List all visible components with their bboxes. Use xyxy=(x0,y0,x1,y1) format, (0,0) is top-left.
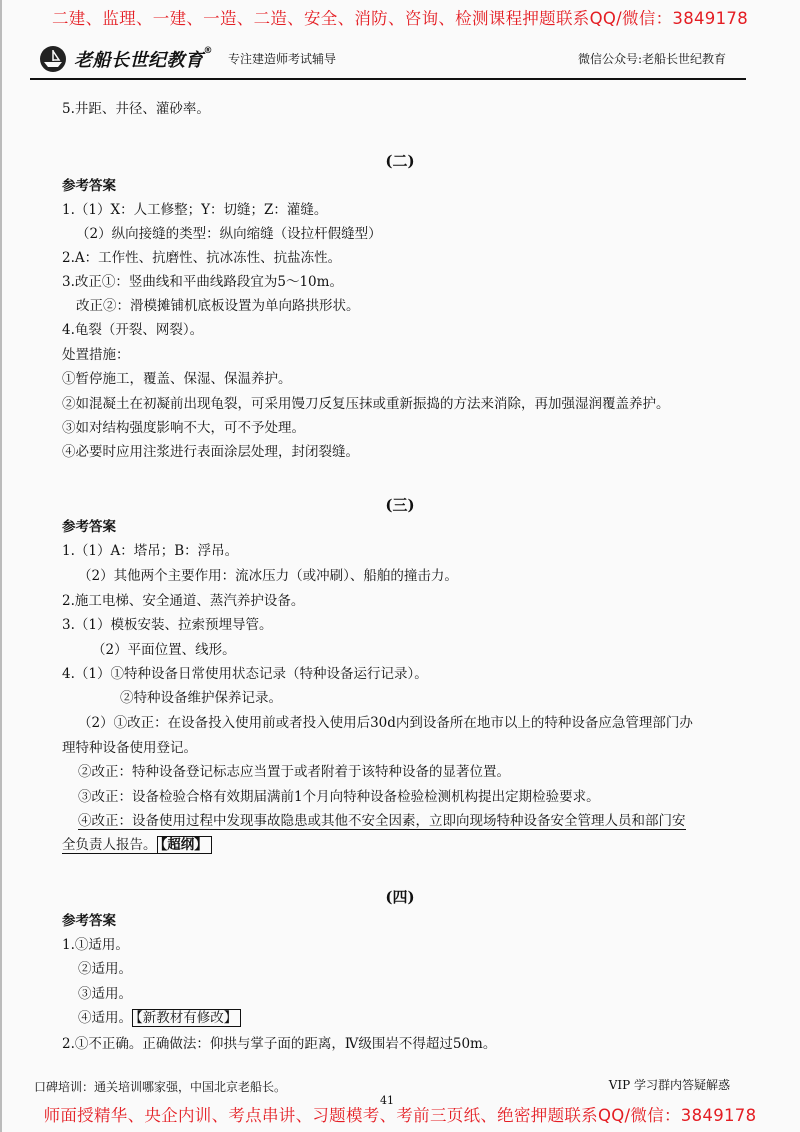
answer-line: 2.①不正确。正确做法：仰拱与掌子面的距离，Ⅳ级围岩不得超过50m。 xyxy=(62,1036,497,1052)
answer-line: 理特种设备使用登记。 xyxy=(62,740,197,756)
brand-name: 老船长世纪教育® xyxy=(74,46,213,71)
answer-line: ④改正：设备使用过程中发现事故隐患或其他不安全因素，立即向现场特种设备安全管理人员和部门安 xyxy=(78,813,686,829)
answer-line: （2）①改正：在设备投入使用前或者投入使用后30d内到设备所在地市以上的特种设备应急管理部门办 xyxy=(78,715,693,731)
tagline: 专注建造师考试辅导 xyxy=(228,52,337,66)
answer-line: 3.改正①：竖曲线和平曲线路段宜为5～10m。 xyxy=(62,274,343,290)
footer-slogan: 口碑培训：通关培训哪家强，中国北京老船长。 xyxy=(34,1080,287,1094)
answer-line: ①暂停施工，覆盖、保湿、保温养护。 xyxy=(62,371,292,387)
answer-line: 2.施工电梯、安全通道、蒸汽养护设备。 xyxy=(62,593,305,609)
answer-line: 全负责人报告。 【超纲】 xyxy=(62,836,212,854)
section-heading: (四) xyxy=(385,888,415,906)
page-header xyxy=(30,42,746,80)
note-tag: 【新教材有修改】 xyxy=(132,1009,241,1027)
answer-line: （2）纵向接缝的类型：纵向缩缝（设拉杆假缝型） xyxy=(76,226,382,242)
footer-note: VIP 学习群内答疑解惑 xyxy=(608,1078,730,1092)
ship-logo-icon xyxy=(38,44,68,74)
section-heading: (二) xyxy=(385,152,415,170)
answer-title: 参考答案 xyxy=(62,178,116,194)
answer-line: （2）平面位置、线形。 xyxy=(92,642,236,658)
answer-line: ③如对结构强度影响不大，可不予处理。 xyxy=(62,420,305,436)
top-banner: 二建、监理、一建、一造、二造、安全、消防、咨询、检测课程押题联系QQ/微信：3849178 xyxy=(51,9,749,28)
answer-line: ③改正：设备检验合格有效期届满前1个月向特种设备检验检测机构提出定期检验要求。 xyxy=(78,789,600,805)
answer-line: （2）其他两个主要作用：流冰压力（或冲刷）、船舶的撞击力。 xyxy=(78,568,458,584)
wechat-account: 微信公众号:老船长世纪教育 xyxy=(577,52,726,66)
answer-title: 参考答案 xyxy=(62,519,116,535)
answer-line: 1.（1）X：人工修整；Y：切缝；Z：灌缝。 xyxy=(62,202,328,218)
answer-line: 4.龟裂（开裂、网裂）。 xyxy=(62,322,204,338)
answer-line: 改正②：滑模摊铺机底板设置为单向路拱形状。 xyxy=(76,298,360,314)
bottom-banner: 师面授精华、央企内训、考点串讲、习题模考、考前三页纸、绝密押题联系QQ/微信：3849178 xyxy=(43,1106,757,1125)
answer-line: ④适用。 【新教材有修改】 xyxy=(78,1009,241,1027)
answer-line: 处置措施： xyxy=(62,347,130,363)
answer-line: 3.（1）模板安装、拉索预埋导管。 xyxy=(62,617,273,633)
answer-line: ③适用。 xyxy=(78,986,132,1002)
answer-line: 1.（1）A：塔吊；B：浮吊。 xyxy=(62,543,239,559)
answer-line: ②如混凝土在初凝前出现龟裂，可采用馒刀反复压抹或重新振捣的方法来消除，再加强湿润覆盖养护。 xyxy=(62,396,670,412)
answer-title: 参考答案 xyxy=(62,913,116,929)
section-heading: (三) xyxy=(385,496,415,514)
answer-line: ②特种设备维护保养记录。 xyxy=(120,690,282,706)
answer-line: 2.A：工作性、抗磨性、抗冰冻性、抗盐冻性。 xyxy=(62,250,342,266)
note-tag: 【超纲】 xyxy=(157,836,212,854)
answer-line: 4.（1）①特种设备日常使用状态记录（特种设备运行记录）。 xyxy=(62,666,428,682)
answer-line: ②改正：特种设备登记标志应当置于或者附着于该特种设备的显著位置。 xyxy=(78,764,510,780)
page-number: 41 xyxy=(380,1094,394,1107)
answer-line: 5.井距、井径、灌砂率。 xyxy=(62,101,210,117)
answer-line: ④必要时应用注浆进行表面涂层处理，封闭裂缝。 xyxy=(62,444,359,460)
answer-line: ②适用。 xyxy=(78,961,132,977)
answer-line: 1.①适用。 xyxy=(62,937,129,953)
